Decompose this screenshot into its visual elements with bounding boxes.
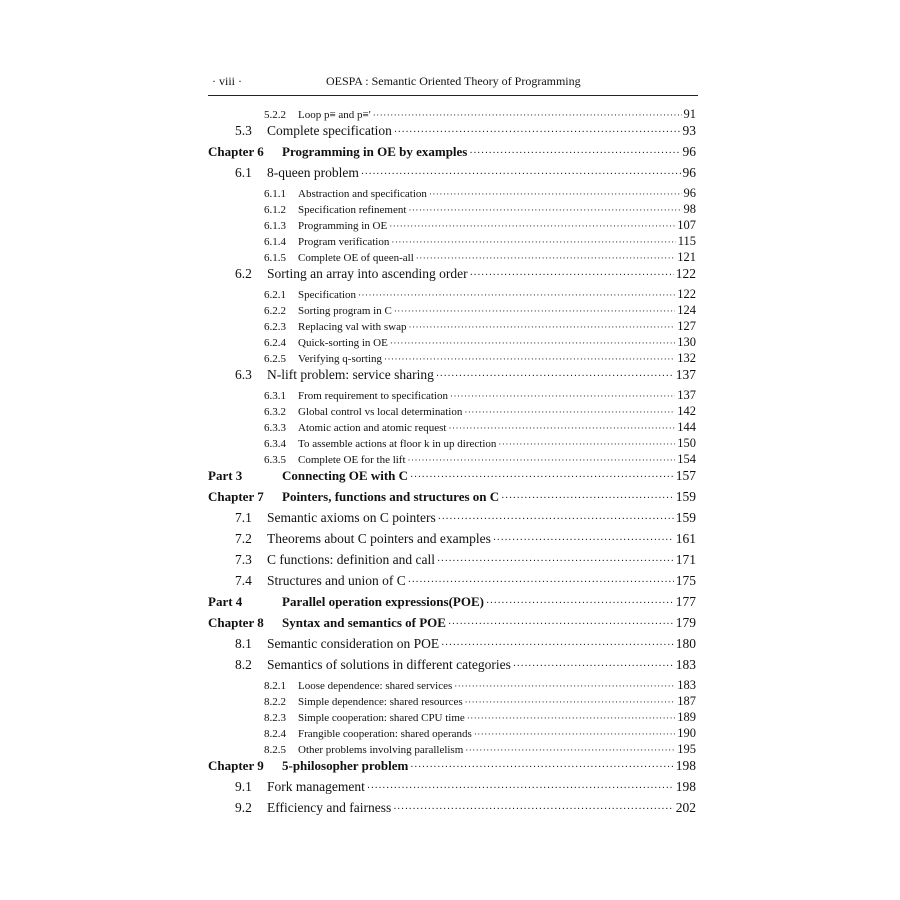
toc-entry-sec[interactable] [208,165,696,186]
toc-entry-page: 137 [677,388,696,402]
dot-leader [470,270,674,281]
toc-entry-number: 6.2.3 [264,321,286,333]
toc-entry-number: 8.1 [235,636,252,651]
toc-entry-title: Sorting program in C [298,305,392,317]
toc-entry-sub[interactable] [208,107,696,123]
toc-entry-number: 8.2.4 [264,728,286,740]
toc-entry-title: Abstraction and specification [298,188,427,200]
toc-entry-page: 124 [677,303,696,317]
dot-leader [389,221,675,231]
toc-entry-page: 137 [675,367,696,382]
toc-entry-number: 8.2.5 [264,744,286,756]
toc-entry-sub[interactable] [208,388,696,404]
toc-entry-sub[interactable] [208,742,696,758]
toc-entry-sub[interactable] [208,436,696,452]
dot-leader [373,110,682,120]
toc-entry-chap[interactable] [208,489,696,510]
dot-leader [394,306,675,316]
toc-entry-number: 6.2.1 [264,289,286,301]
dot-leader [410,762,673,773]
table-of-contents [208,107,696,821]
toc-entry-sub[interactable] [208,234,696,250]
toc-entry-sub[interactable] [208,726,696,742]
dot-leader [390,338,675,348]
toc-entry-sub[interactable] [208,404,696,420]
toc-entry-page: 189 [677,710,696,724]
toc-entry-page: 96 [682,144,696,159]
toc-entry-page: 96 [683,186,696,200]
toc-entry-title: Complete OE of queen-all [298,252,414,264]
toc-entry-title: Simple dependence: shared resources [298,696,463,708]
dot-leader [448,423,675,433]
toc-entry-page: 150 [677,436,696,450]
toc-entry-number: 7.1 [235,510,252,525]
toc-entry-page: 161 [675,531,696,546]
toc-entry-title: Program verification [298,236,390,248]
dot-leader [408,322,675,332]
toc-entry-sec[interactable] [208,552,696,573]
toc-entry-title: Replacing val with swap [298,321,407,333]
toc-entry-title: Other problems involving parallelism [298,744,464,756]
toc-entry-sub[interactable] [208,452,696,468]
toc-entry-page: 190 [677,726,696,740]
toc-entry-sub[interactable] [208,202,696,218]
running-header [212,72,698,92]
toc-entry-page: 179 [675,615,696,630]
toc-entry-number: 6.3.1 [264,390,286,402]
toc-entry-title: Complete specification [267,123,392,138]
dot-leader [391,237,675,247]
dot-leader [429,189,682,199]
toc-entry-number: 8.2 [235,657,252,672]
dot-leader [416,253,675,263]
toc-entry-number: 6.1.3 [264,220,286,232]
toc-entry-title: Quick-sorting in OE [298,337,388,349]
toc-entry-number: 6.2.2 [264,305,286,317]
toc-entry-title: To assemble actions at floor k in up direction [298,438,497,450]
toc-entry-title: Connecting OE with C [282,468,409,483]
dot-leader [474,729,675,739]
toc-entry-number: 8.2.1 [264,680,286,692]
dot-leader [493,535,674,546]
dot-leader [393,804,674,815]
toc-entry-page: 127 [677,319,696,333]
dot-leader [361,169,681,180]
toc-entry-page: 187 [677,694,696,708]
dot-leader [408,205,681,215]
toc-entry-page: 122 [677,287,696,301]
toc-entry-sec[interactable] [208,657,696,678]
toc-entry-title: Semantics of solutions in different categories [267,657,511,672]
toc-entry-title: Loose dependence: shared services [298,680,453,692]
toc-entry-number: 6.3 [235,367,252,382]
toc-entry-page: 180 [675,636,696,651]
toc-entry-number: 7.3 [235,552,252,567]
toc-entry-title: Frangible cooperation: shared operands [298,728,472,740]
toc-entry-number: 5.3 [235,123,252,138]
toc-entry-page: 177 [675,594,696,609]
toc-entry-page: 202 [675,800,696,815]
toc-entry-title: Theorems about C pointers and examples [267,531,491,546]
dot-leader [498,439,675,449]
toc-entry-page: 175 [675,573,696,588]
toc-entry-sub[interactable] [208,287,696,303]
toc-entry-sub[interactable] [208,250,696,266]
toc-entry-title: Pointers, functions and structures on C [282,489,500,504]
dot-leader [486,598,674,609]
toc-entry-title: Semantic consideration on POE [267,636,440,651]
toc-entry-number: 6.2 [235,266,252,281]
toc-entry-chap[interactable] [208,758,696,779]
toc-entry-title: Loop p≡ and p≡' [298,109,371,121]
toc-entry-chap[interactable] [208,594,696,615]
toc-entry-title: Global control vs local determination [298,406,463,418]
toc-entry-page: 154 [677,452,696,466]
toc-entry-number: 9.1 [235,779,252,794]
toc-entry-page: 96 [682,165,696,180]
toc-entry-title: Specification refinement [298,204,407,216]
toc-entry-number: 6.1.5 [264,252,286,264]
toc-entry-chap[interactable] [208,144,696,165]
toc-entry-sec[interactable] [208,367,696,388]
toc-entry-number: 6.3.3 [264,422,286,434]
header-rule [208,95,698,96]
toc-entry-sub[interactable] [208,186,696,202]
toc-entry-number: Part 3 [208,468,243,483]
toc-entry-title: Syntax and semantics of POE [282,615,446,630]
toc-entry-page: 132 [677,351,696,365]
toc-entry-sub[interactable] [208,351,696,367]
dot-leader [469,148,680,159]
toc-entry-page: 183 [677,678,696,692]
toc-entry-title: 5-philosopher problem [282,758,409,773]
toc-entry-title: Verifying q-sorting [298,353,383,365]
toc-entry-page: 122 [675,266,696,281]
toc-entry-number: 6.2.4 [264,337,286,349]
toc-entry-page: 159 [675,510,696,525]
toc-entry-sec[interactable] [208,531,696,552]
dot-leader [437,556,674,567]
toc-entry-number: 6.3.4 [264,438,286,450]
toc-entry-sec[interactable] [208,266,696,287]
toc-entry-page: 115 [677,234,696,248]
toc-entry-number: 5.2.2 [264,109,286,121]
toc-entry-number: 6.3.5 [264,454,286,466]
dot-leader [448,619,674,630]
dot-leader [441,640,674,651]
toc-entry-title: Specification [298,289,357,301]
toc-entry-page: 121 [677,250,696,264]
toc-entry-page: 142 [677,404,696,418]
toc-entry-title: C functions: definition and call [267,552,435,567]
toc-entry-sub[interactable] [208,694,696,710]
toc-entry-number: 6.1 [235,165,252,180]
toc-entry-sub[interactable] [208,218,696,234]
toc-entry-sub[interactable] [208,319,696,335]
toc-entry-title: Complete OE for the lift [298,454,406,466]
toc-entry-sub[interactable] [208,420,696,436]
dot-leader [436,371,674,382]
toc-entry-number: 7.2 [235,531,252,546]
toc-entry-title: Parallel operation expressions(POE) [282,594,484,609]
toc-entry-title: N-lift problem: service sharing [267,367,434,382]
toc-entry-title: Fork management [267,779,365,794]
toc-entry-number: 6.3.2 [264,406,286,418]
toc-entry-sec[interactable] [208,510,696,531]
toc-entry-number: 6.1.4 [264,236,286,248]
toc-entry-number: Chapter 6 [208,144,264,159]
toc-entry-page: 183 [675,657,696,672]
toc-entry-page: 98 [683,202,696,216]
dot-leader [384,354,675,364]
toc-entry-page: 171 [675,552,696,567]
toc-entry-title: 8-queen problem [267,165,359,180]
toc-entry-title: Semantic axioms on C pointers [267,510,436,525]
toc-entry-title: Structures and union of C [267,573,406,588]
toc-entry-title: Atomic action and atomic request [298,422,447,434]
toc-entry-page: 157 [675,468,696,483]
toc-entry-page: 198 [675,779,696,794]
dot-leader [394,127,681,138]
toc-entry-sec[interactable] [208,779,696,800]
toc-entry-number: Chapter 7 [208,489,264,504]
toc-entry-page: 93 [682,123,696,138]
toc-entry-page: 195 [677,742,696,756]
toc-entry-number: 6.1.1 [264,188,286,200]
dot-leader [408,577,674,588]
toc-entry-number: Chapter 8 [208,615,264,630]
dot-leader [367,783,674,794]
toc-entry-sub[interactable] [208,710,696,726]
toc-entry-number: Chapter 9 [208,758,264,773]
dot-leader [408,455,676,465]
toc-entry-page: 130 [677,335,696,349]
toc-entry-sub[interactable] [208,335,696,351]
dot-leader [358,290,675,300]
toc-entry-title: Programming in OE [298,220,388,232]
toc-entry-number: Part 4 [208,594,243,609]
dot-leader [438,514,674,525]
dot-leader [465,745,675,755]
dot-leader [450,391,675,401]
toc-entry-number: 6.1.2 [264,204,286,216]
toc-entry-chap[interactable] [208,615,696,636]
dot-leader [501,493,674,504]
toc-entry-page: 159 [675,489,696,504]
toc-entry-sub[interactable] [208,678,696,694]
header-page-number: · viii · [212,74,242,88]
toc-entry-title: Programming in OE by examples [282,144,468,159]
toc-entry-page: 91 [683,107,696,121]
toc-entry-page: 107 [677,218,696,232]
dot-leader [465,697,676,707]
toc-entry-page: 198 [675,758,696,773]
toc-entry-title: Sorting an array into ascending order [267,266,468,281]
toc-entry-number: 8.2.3 [264,712,286,724]
toc-entry-number: 7.4 [235,573,252,588]
dot-leader [467,713,675,723]
toc-entry-sec[interactable] [208,636,696,657]
dot-leader [410,472,674,483]
toc-entry-sub[interactable] [208,303,696,319]
toc-entry-page: 144 [677,420,696,434]
toc-entry-title: Efficiency and fairness [267,800,392,815]
dot-leader [464,407,675,417]
toc-entry-number: 6.2.5 [264,353,286,365]
dot-leader [454,681,675,691]
dot-leader [513,661,674,672]
toc-entry-sec[interactable] [208,800,696,821]
header-running-title: OESPA : Semantic Oriented Theory of Programming [326,74,581,88]
toc-entry-title: From requirement to specification [298,390,448,402]
toc-entry-sec[interactable] [208,573,696,594]
toc-entry-title: Simple cooperation: shared CPU time [298,712,465,724]
toc-entry-chap[interactable] [208,468,696,489]
toc-entry-number: 9.2 [235,800,252,815]
toc-entry-number: 8.2.2 [264,696,286,708]
toc-entry-sec[interactable] [208,123,696,144]
